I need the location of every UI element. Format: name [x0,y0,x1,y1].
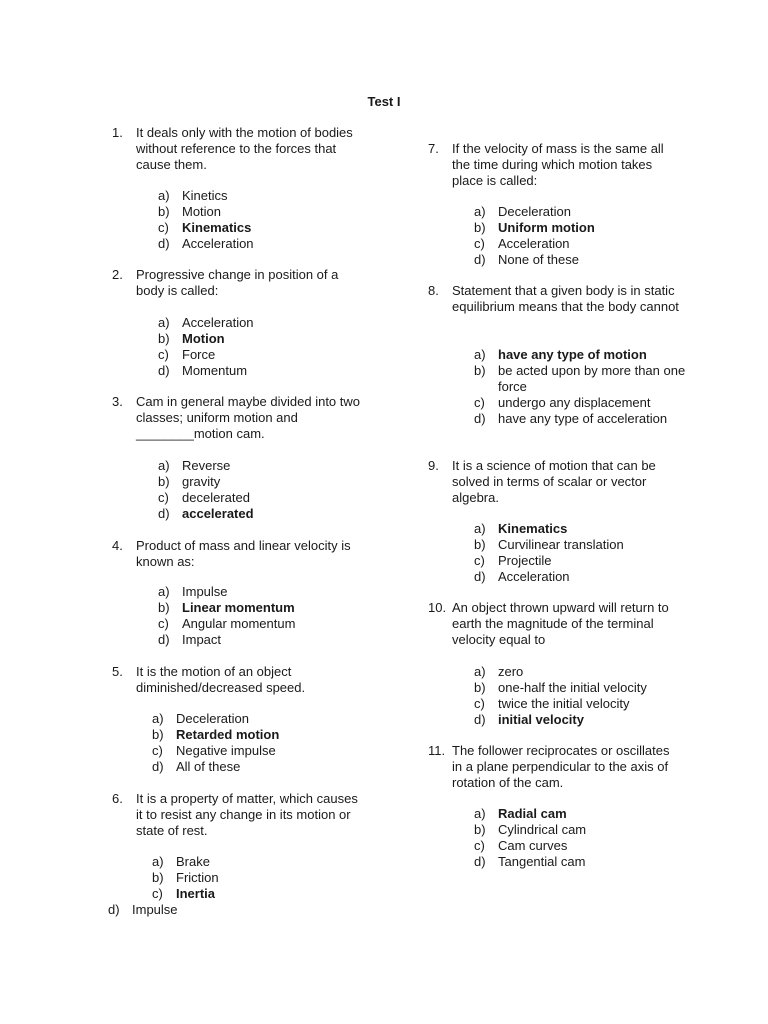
option-letter: c) [158,490,169,505]
option-letter: c) [152,886,163,901]
option-letter: d) [108,902,120,917]
option-text: decelerated [182,490,250,505]
option-text: Momentum [182,363,248,378]
option-text-answer: Kinematics [182,220,252,235]
option-letter: a) [474,521,486,536]
page-title: Test I [367,94,401,109]
option-letter: b) [474,363,486,378]
option-text: Acceleration [498,236,570,251]
option-text: Impulse [132,902,178,917]
option-text: Impact [182,632,222,647]
option-text-answer: initial velocity [498,712,584,727]
option-text: Deceleration [176,711,249,726]
question-text: It deals only with the motion of bodies without reference to the forces that cause them. [136,125,353,172]
question-number: 2. [112,267,123,282]
option-letter: a) [158,315,170,330]
option-text: twice the initial velocity [498,696,630,711]
option-text: Acceleration [182,315,254,330]
option-text: None of these [498,252,579,267]
question-text: Product of mass and linear velocity is known as: [136,538,351,569]
option-letter: c) [158,220,169,235]
option-letter: c) [474,553,485,568]
option-text: Angular momentum [182,616,296,631]
option-letter: b) [474,680,486,695]
option-letter: b) [158,331,170,346]
option-letter: d) [474,712,486,727]
option-text: Projectile [498,553,552,568]
options-list [474,347,688,427]
option-text: All of these [176,759,241,774]
option-text: Brake [176,854,210,869]
question-text: Statement that a given body is in static equilibrium means that the body cannot [452,283,679,314]
option-text: Negative impulse [176,743,276,758]
option-letter: b) [152,727,164,742]
question-number: 10. [428,600,447,615]
option-text: have any type of acceleration [498,411,668,426]
question-text: Progressive change in position of a body is called: [136,267,339,298]
option-letter: d) [474,569,486,584]
option-text-answer: Motion [182,331,225,346]
option-c [474,395,688,411]
option-letter: b) [152,870,164,885]
question-number: 11. [428,743,446,758]
option-text-answer: Uniform motion [498,220,595,235]
option-letter: b) [158,600,170,615]
option-text-answer: Retarded motion [176,727,280,742]
option-text-answer: Inertia [176,886,216,901]
option-letter: a) [152,854,164,869]
option-letter: b) [474,220,486,235]
option-text: Kinetics [182,188,228,203]
option-text: Motion [182,204,222,219]
option-letter: d) [158,506,170,521]
question-text: Cam in general maybe divided into two classes; uniform motion and ________motion cam. [136,394,361,441]
option-text: Cylindrical cam [498,822,587,837]
option-text: undergo any displacement [498,395,651,410]
option-text: be acted upon by more than one force [498,363,686,394]
option-letter: a) [474,204,486,219]
option-letter: d) [152,759,164,774]
option-letter: b) [474,537,486,552]
option-text: Friction [176,870,219,885]
option-letter: a) [474,664,486,679]
question-text: It is the motion of an object diminished/decreased speed. [136,664,306,695]
option-letter: b) [474,822,486,837]
option-text: Deceleration [498,204,571,219]
question-text: The follower reciprocates or oscillates in a plane perpendicular to the axis of rotation of the cam. [452,743,670,790]
option-letter: a) [474,806,486,821]
option-a [474,347,688,363]
option-letter: b) [158,204,170,219]
option-letter: b) [158,474,170,489]
option-letter: c) [474,696,485,711]
question-number: 6. [112,791,123,806]
option-text: Acceleration [182,236,254,251]
option-letter: c) [474,395,485,410]
question-text: It is a property of matter, which causes it to resist any change in its motion or state of rest. [136,791,358,838]
question-number: 8. [428,283,439,298]
question-number: 3. [112,394,123,409]
option-letter: c) [158,347,169,362]
question-number: 5. [112,664,123,679]
question-number: 1. [112,125,123,140]
option-letter: d) [474,411,486,426]
option-text: Cam curves [498,838,568,853]
option-letter: a) [474,347,486,362]
question-number: 7. [428,141,439,156]
option-text-answer: Linear momentum [182,600,295,615]
option-text: zero [498,664,524,679]
question-number: 4. [112,538,123,553]
option-text-answer: accelerated [182,506,254,521]
option-letter: d) [158,236,170,251]
option-b [474,363,688,395]
option-letter: a) [152,711,164,726]
option-letter: c) [474,838,485,853]
option-text: Curvilinear translation [498,537,624,552]
option-text: Force [182,347,216,362]
option-letter: d) [158,632,170,647]
option-text: Acceleration [498,569,570,584]
option-letter: d) [474,252,486,267]
option-letter: c) [474,236,485,251]
option-text: Tangential cam [498,854,586,869]
option-d [474,411,688,427]
question-number: 9. [428,458,439,473]
option-letter: d) [158,363,170,378]
question-text: If the velocity of mass is the same all the time during which motion takes place is called: [452,141,664,188]
option-text: gravity [182,474,221,489]
option-letter: a) [158,458,170,473]
option-text: one-half the initial velocity [498,680,647,695]
option-letter: c) [158,616,169,631]
option-letter: a) [158,188,170,203]
option-letter: c) [152,743,163,758]
question-text: It is a science of motion that can be solved in terms of scalar or vector algebra. [452,458,656,505]
option-text-answer: Radial cam [498,806,567,821]
option-text-answer: have any type of motion [498,347,647,362]
question-text: An object thrown upward will return to earth the magnitude of the terminal velocity equal to [452,600,669,647]
option-text: Impulse [182,584,228,599]
option-letter: d) [474,854,486,869]
option-text: Reverse [182,458,231,473]
option-text-answer: Kinematics [498,521,568,536]
option-letter: a) [158,584,170,599]
